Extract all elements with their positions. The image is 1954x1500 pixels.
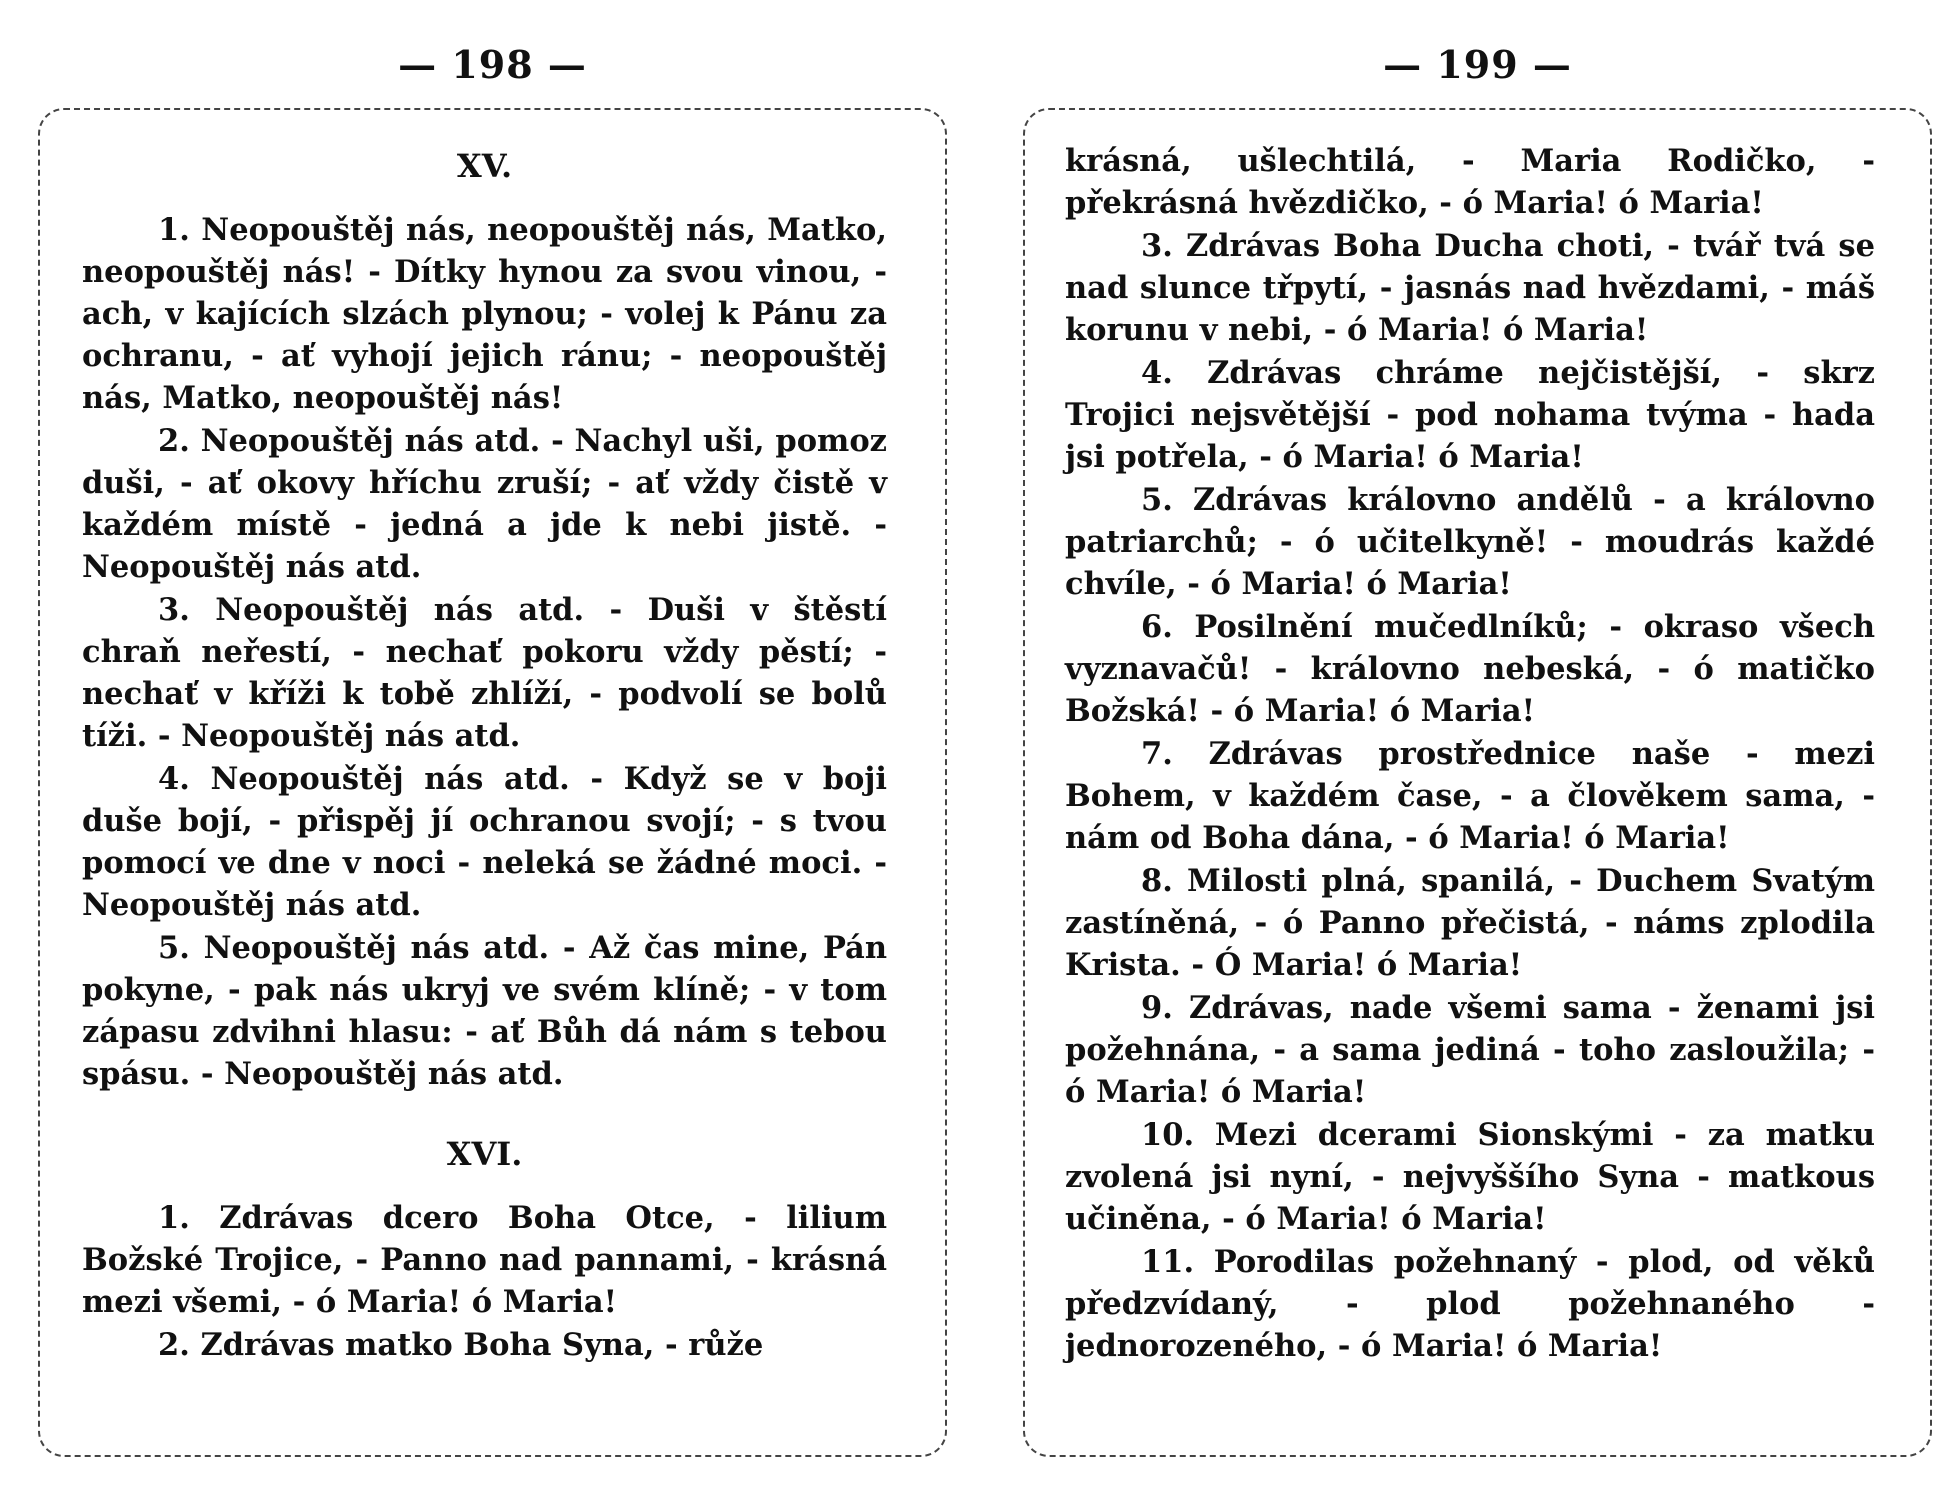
verse-xvi-5: 5. Zdrávas královno andělů - a královno patriarchů; - ó učitelkyně! - moudrás každé chvíle, - ó Maria! ó Maria! [1065,482,1875,602]
verse-xv-4: 4. Neopouštěj nás atd. - Když se v boji duše bojí, - přispěj jí ochranou svojí; - s tvou pomocí ve dne v noci - neleká se žádné moci. - Neopouštěj nás atd. [82,761,887,923]
verse-xvi-9: 9. Zdrávas, nade všemi sama - ženami jsi požehnána, - a sama jediná - toho zasloužila; - ó Maria! ó Maria! [1065,990,1875,1110]
verse-xv-2: 2. Neopouštěj nás atd. - Nachyl uši, pomoz duši, - ať okovy hříchu zruší; - ať vždy čistě v každém místě - jedná a jde k nebi jistě. - Neopouštěj nás atd. [82,423,887,585]
section-heading-xv: XV. [456,147,513,185]
page-number-right: — 199 — [1015,42,1940,87]
verse-xv-3: 3. Neopouštěj nás atd. - Duši v štěstí chraň neřestí, - nechať pokoru vždy pěstí; - nechať v kříži k tobě zhlíží, - podvolí se bolů tíži. - Neopouštěj nás atd. [82,592,887,754]
section-heading-xvi: XVI. [446,1135,523,1173]
verse-xvi-10: 10. Mezi dcerami Sionskými - za matku zvolená jsi nyní, - nejvyššího Syna - matkous učiněna, - ó Maria! ó Maria! [1065,1117,1875,1237]
verse-xvi-2: 2. Zdrávas matko Boha Syna, - růže [158,1327,764,1363]
page-number-left: — 198 — [30,42,955,87]
left-page-text [82,145,887,1367]
verse-xvi-4: 4. Zdrávas chráme nejčistější, - skrz Trojici nejsvětější - pod nohama tvýma - hada jsi potřela, - ó Maria! ó Maria! [1065,355,1875,475]
verse-xvi-6: 6. Posilnění mučedlníků; - okraso všech vyznavačů! - královno nebeská, - ó matičko Božská! - ó Maria! ó Maria! [1065,609,1875,729]
right-page-text [1065,140,1875,1368]
right-page [1015,0,1940,1500]
verse-xvi-3: 3. Zdrávas Boha Ducha choti, - tvář tvá se nad slunce třpytí, - jasnás nad hvězdami, - máš korunu v nebi, - ó Maria! ó Maria! [1065,228,1875,348]
verse-xvi-7: 7. Zdrávas prostřednice naše - mezi Bohem, v každém čase, - a člověkem sama, - nám od Boha dána, - ó Maria! ó Maria! [1065,736,1875,856]
verse-xv-1: 1. Neopouštěj nás, neopouštěj nás, Matko, neopouštěj nás! - Dítky hynou za svou vinou, - ach, v kajících slzách plynou; - volej k Pánu za ochranu, - ať vyhojí jejich ránu; - neopouštěj nás, Matko, neopouštěj nás! [82,212,887,416]
verse-xvi-8: 8. Milosti plná, spanilá, - Duchem Svatým zastíněná, - ó Panno přečistá, - náms zplodila Krista. - Ó Maria! ó Maria! [1065,863,1875,983]
verse-xvi-2-continuation: krásná, ušlechtilá, - Maria Rodičko, - překrásná hvězdičko, - ó Maria! ó Maria! [1065,143,1875,221]
verse-xvi-1: 1. Zdrávas dcero Boha Otce, - lilium Božské Trojice, - Panno nad pannami, - krásná mezi všemi, - ó Maria! ó Maria! [82,1200,887,1320]
verse-xvi-11: 11. Porodilas požehnaný - plod, od věků předzvídaný, - plod požehnaného - jednorozeného, - ó Maria! ó Maria! [1065,1244,1875,1364]
left-page [30,0,955,1500]
verse-xv-5: 5. Neopouštěj nás atd. - Až čas mine, Pán pokyne, - pak nás ukryj ve svém klíně; - v tom zápasu zdvihni hlasu: - ať Bůh dá nám s tebou spásu. - Neopouštěj nás atd. [82,930,887,1092]
